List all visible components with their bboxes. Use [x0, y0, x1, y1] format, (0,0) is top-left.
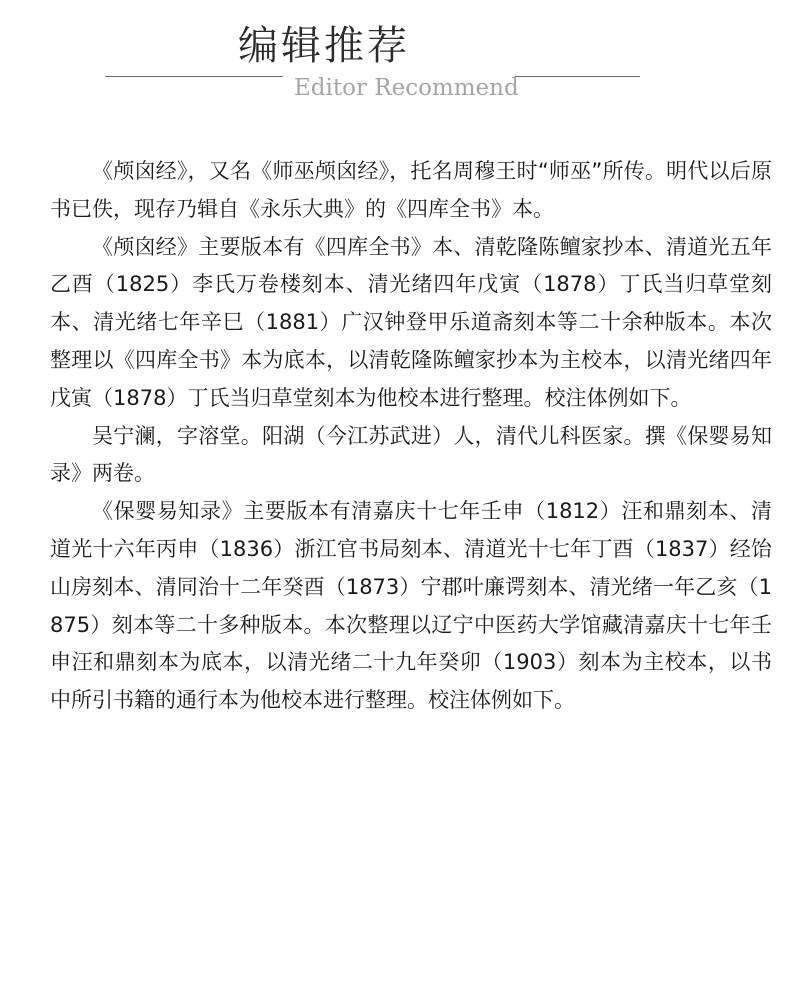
recommendation-body [50, 153, 772, 720]
paragraph-luxinjing-intro: 《颅囟经》，又名《师巫颅囟经》，托名周穆王时“师巫”所传。明代以后原书已佚，现存乃辑自《永乐大典》的《四库全书》本。 [50, 159, 772, 221]
header-divider-right [515, 76, 640, 77]
paragraph-luxinjing-editions: 《颅囟经》主要版本有《四库全书》本、清乾隆陈鳣家抄本、清道光五年乙酉（1825）李氏万卷楼刻本、清光绪四年戊寅（1878）丁氏当归草堂刻本、清光绪七年辛巳（1881）广汉钟登甲乐道斋刻本等二十余种版本。本次整理以《四库全书》本为底本，以清乾隆陈鳣家抄本为主校本，以清光绪四年戊寅（1878）丁氏当归草堂刻本为他校本进行整理。校注体例如下。 [50, 234, 772, 410]
section-title: 编辑推荐 [238, 23, 410, 69]
paragraph-baoying-editions: 《保婴易知录》主要版本有清嘉庆十七年壬申（1812）汪和鼎刻本、清道光十六年丙申（1836）浙江官书局刻本、清道光十七年丁酉（1837）经饴山房刻本、清同治十二年癸酉（1873）宁郡叶廉谔刻本、清光绪一年乙亥（1875）刻本等二十多种版本。本次整理以辽宁中医药大学馆藏清嘉庆十七年壬申汪和鼎刻本为底本，以清光绪二十九年癸卯（1903）刻本为主校本，以书中所引书籍的通行本为他校本进行整理。校注体例如下。 [50, 499, 772, 713]
paragraph-author-intro: 吴宁澜，字溶堂。阳湖（今江苏武进）人，清代儿科医家。撰《保婴易知录》两卷。 [50, 423, 772, 486]
header-divider-left [105, 76, 283, 77]
section-header [0, 0, 800, 110]
section-subtitle: Editor Recommend [294, 75, 519, 101]
